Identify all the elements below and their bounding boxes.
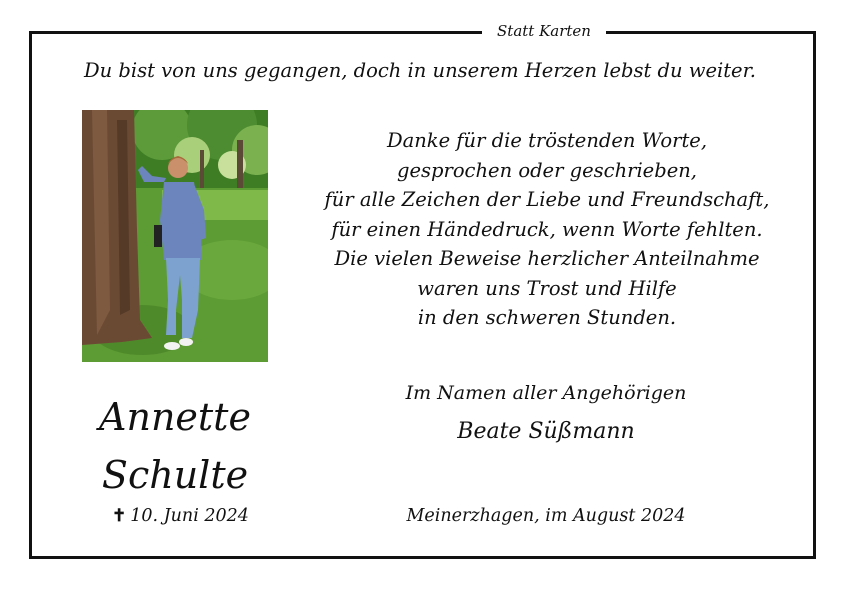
- portrait-photo: [82, 110, 268, 362]
- deceased-last-name: Schulte: [101, 453, 249, 497]
- place-date-line: Meinerzhagen, im August 2024: [406, 506, 686, 526]
- poem-line: gesprochen oder geschrieben,: [396, 158, 698, 182]
- poem-line: für einen Händedruck, wenn Worte fehlten.: [331, 217, 763, 241]
- death-date-line: [112, 506, 249, 526]
- signer-name: Beate Süßmann: [457, 419, 635, 444]
- header-label: Statt Karten: [482, 20, 606, 42]
- poem-line: waren uns Trost und Hilfe: [417, 276, 677, 300]
- motto-line: Du bist von uns gegangen, doch in unserem Herzen lebst du weiter.: [84, 59, 756, 82]
- poem-line: Danke für die tröstenden Worte,: [386, 129, 708, 152]
- poem-line: in den schweren Stunden.: [417, 306, 677, 329]
- deceased-first-name: Annette: [99, 395, 251, 439]
- poem-line: Die vielen Beweise herzlicher Anteilnahme: [334, 247, 760, 270]
- poem: [310, 126, 784, 333]
- cross-icon: ✝: [112, 506, 127, 526]
- death-date: 10. Juni 2024: [130, 506, 249, 526]
- on-behalf-line: Im Namen aller Angehörigen: [405, 382, 687, 404]
- poem-line: für alle Zeichen der Liebe und Freundschaft,: [324, 188, 770, 211]
